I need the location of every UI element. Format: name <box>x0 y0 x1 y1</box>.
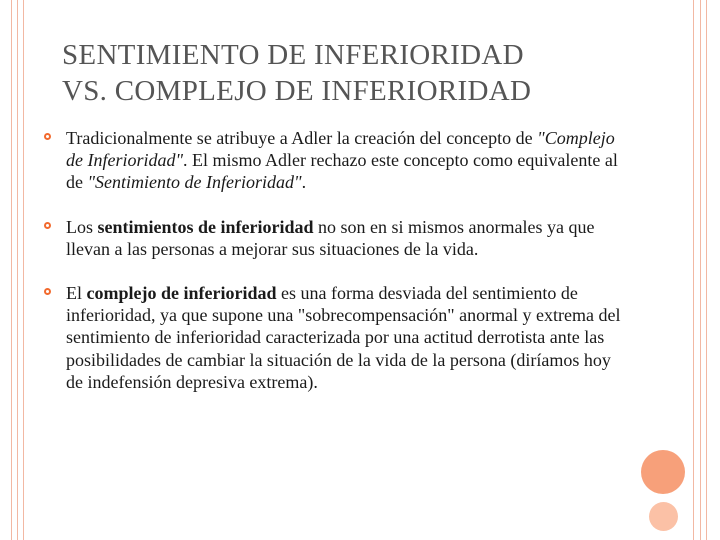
left-border-line-3 <box>23 0 24 540</box>
bullet-3-text-1: El <box>66 283 87 304</box>
bullet-2-bold-term: sentimientos de inferioridad <box>97 216 314 237</box>
right-border-line-3 <box>706 0 707 540</box>
left-border-line-1 <box>11 0 12 540</box>
bullet-item-3 <box>42 282 624 393</box>
right-border-line-1 <box>693 0 694 540</box>
bullet-1-italic-term-1: "Complejo de Inferioridad" <box>66 128 615 171</box>
circle-bullet-icon <box>44 133 51 140</box>
bullet-item-2 <box>42 216 624 260</box>
bullet-1-text-3: . <box>301 172 307 193</box>
slide-title-line-2: VS. COMPLEJO DE INFERIORIDAD <box>62 75 532 107</box>
bullet-1-text-1: Tradicionalmente se atribuye a Adler la creación del concepto de <box>66 128 538 148</box>
bullet-2-text-1: Los <box>66 216 98 237</box>
bullet-list <box>42 127 624 415</box>
decorative-small-circle <box>649 502 678 531</box>
circle-bullet-icon <box>44 288 51 295</box>
decorative-large-circle <box>641 450 685 494</box>
circle-bullet-icon <box>44 222 51 229</box>
bullet-3-text-2: es una forma desviada del sentimiento de inferioridad, ya que supone una "sobrecompensación" anormal y extrema del sentimiento de inferioridad caracterizada por una actitud derrotista ante las posibilidades de cambiar la situación de la vida de la persona (diríamos hoy de indefensión depresiva extrema). <box>66 283 621 392</box>
slide-title <box>62 37 662 109</box>
slide-title-line-1: SENTIMIENTO DE INFERIORIDAD <box>62 39 524 71</box>
bullet-1-italic-term-2: "Sentimiento de Inferioridad" <box>87 172 302 193</box>
bullet-1-text-2: . El mismo Adler rechazo este concepto como equivalente al de <box>66 150 618 193</box>
right-border-line-2 <box>700 0 701 540</box>
left-border-line-2 <box>17 0 18 540</box>
bullet-3-bold-term: complejo de inferioridad <box>86 283 277 304</box>
bullet-2-text-2: no son en si mismos anormales ya que llevan a las personas a mejorar sus situaciones de la vida. <box>66 216 595 259</box>
bullet-item-1 <box>42 127 624 194</box>
